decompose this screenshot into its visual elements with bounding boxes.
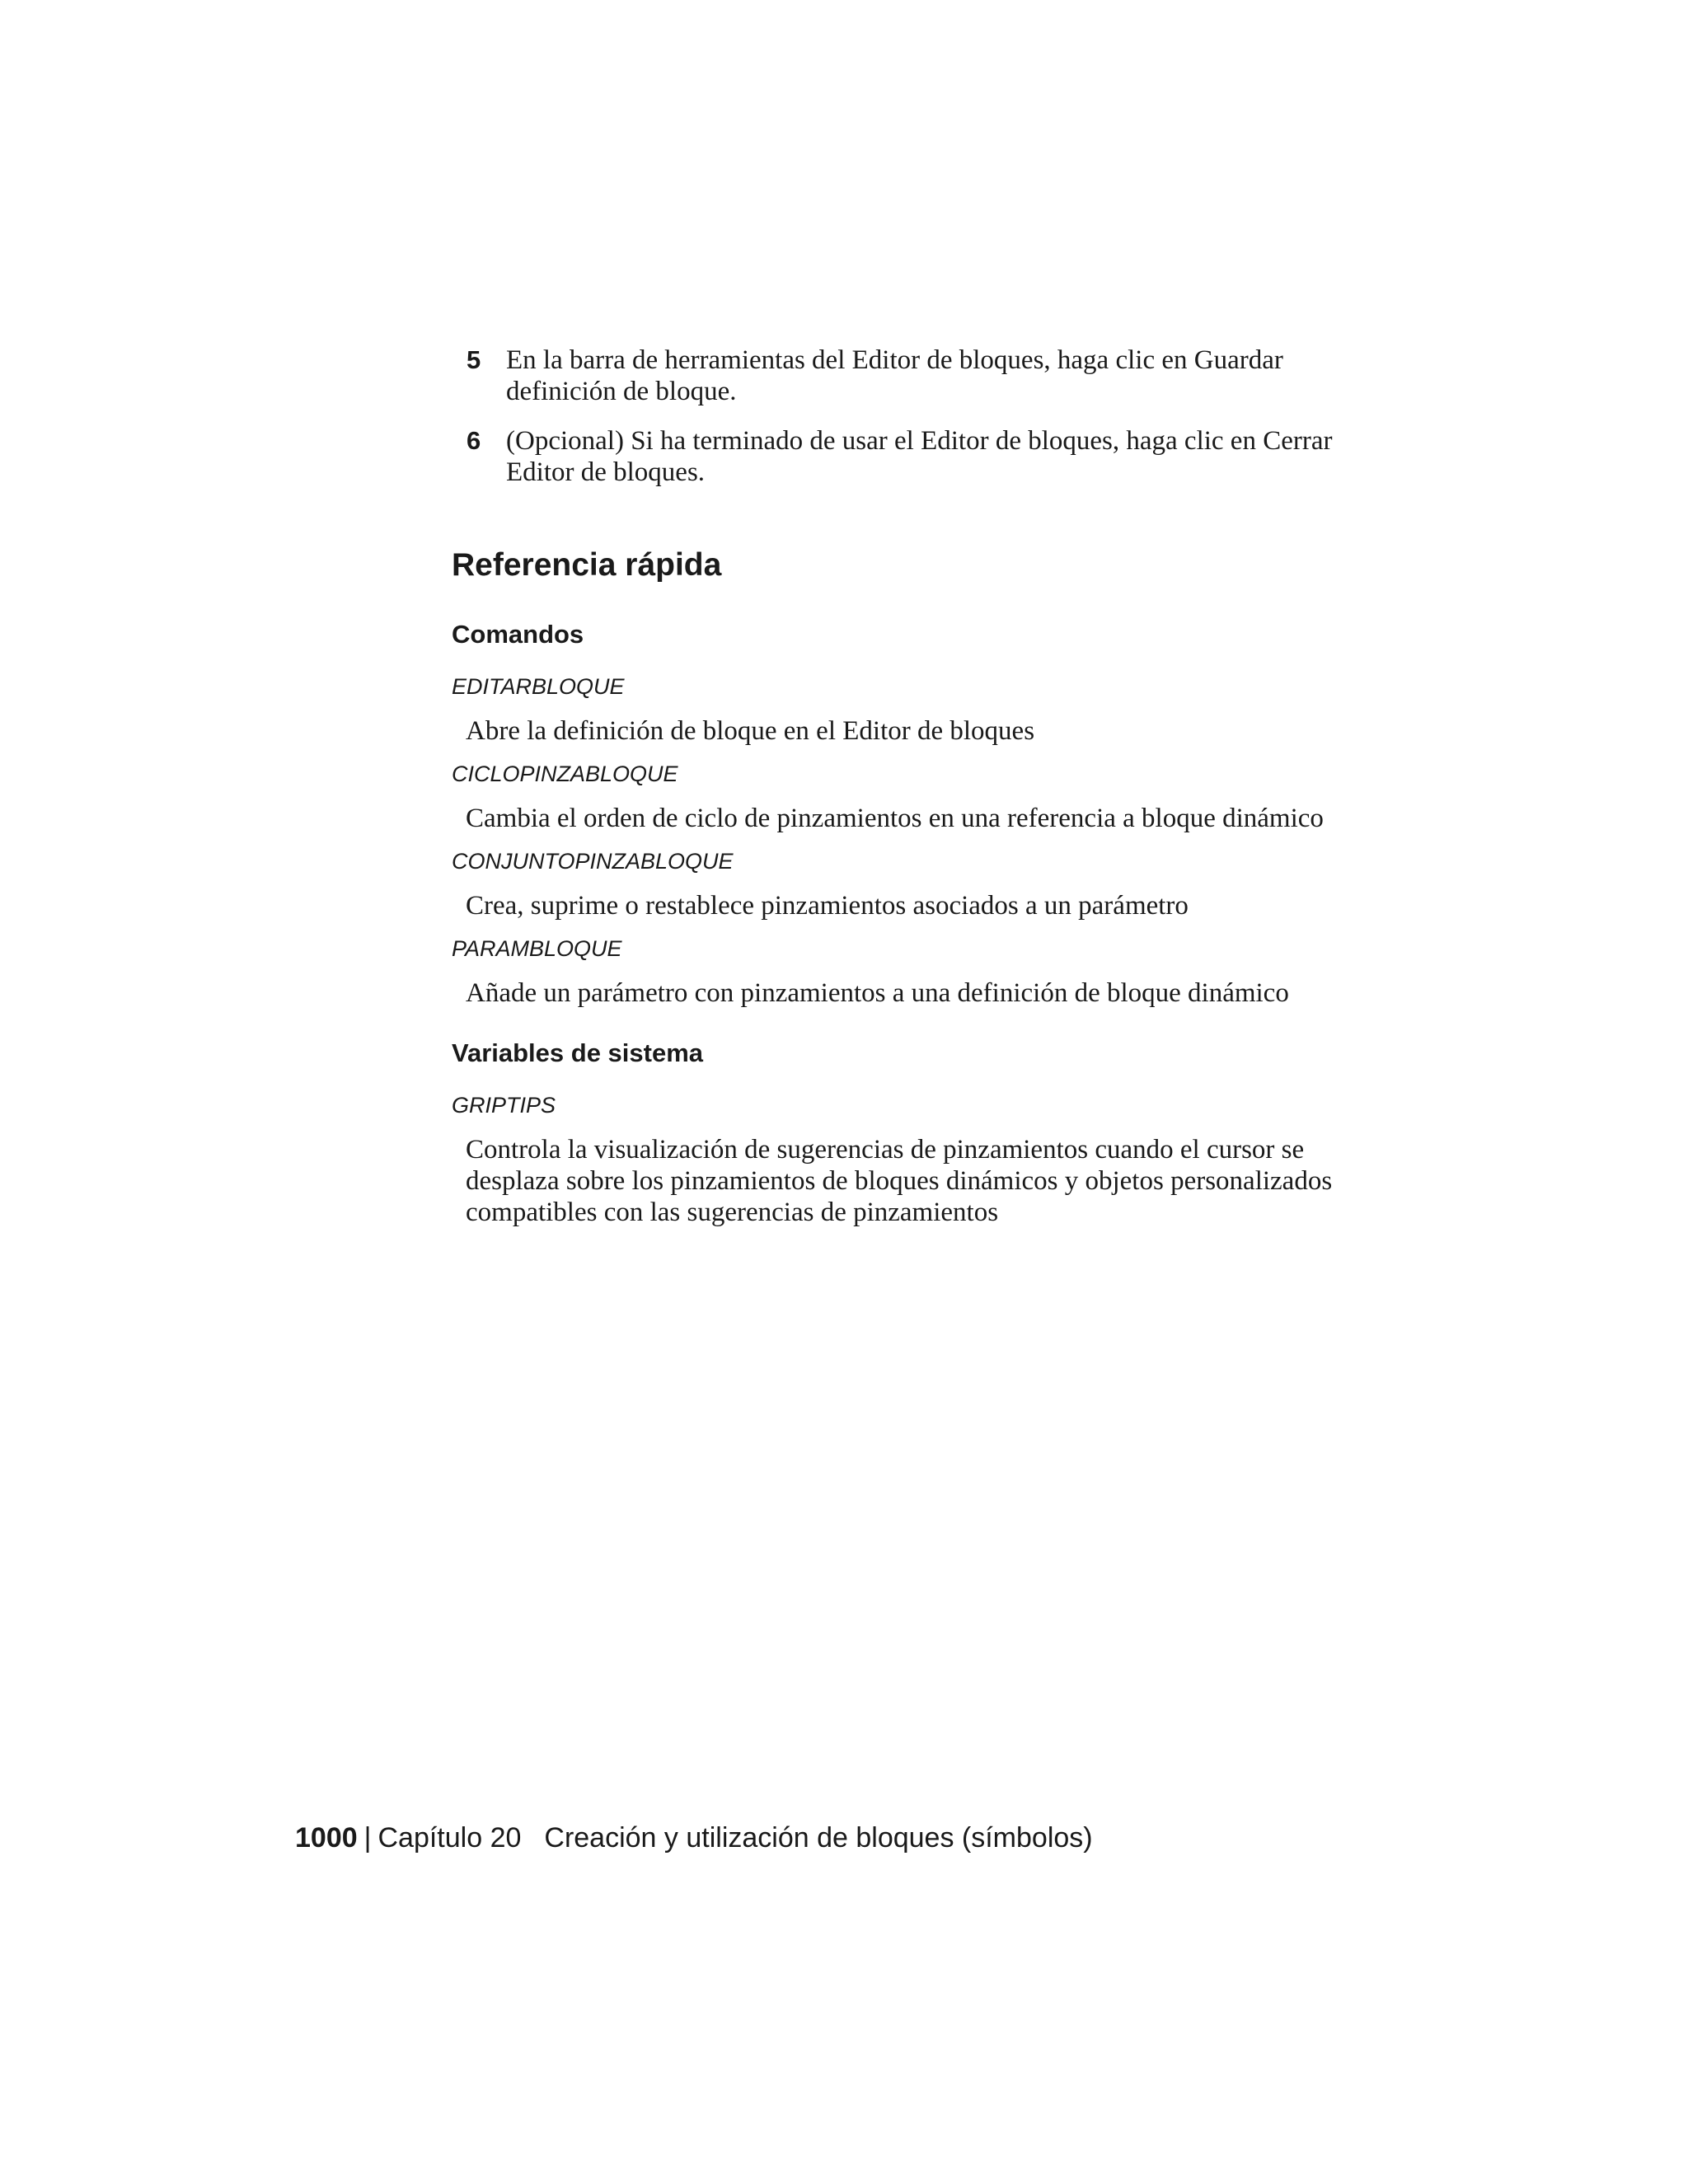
command-name: CONJUNTOPINZABLOQUE [452,849,734,874]
footer-separator: | [363,1822,372,1854]
page-number: 1000 [295,1822,358,1854]
sysvar-entry [452,1091,1367,1228]
command-description: Abre la definición de bloque en el Editor de bloques [466,716,1035,746]
step-6 [467,425,1365,488]
step-number: 6 [467,426,481,455]
command-description: Cambia el orden de ciclo de pinzamientos en una referencia a bloque dinámico [466,804,1324,833]
procedure-steps [467,344,1365,506]
step-text: En la barra de herramientas del Editor de bloques, haga clic en Guardar definición de bloque. [506,345,1283,406]
step-number: 5 [467,345,481,374]
command-name: PARAMBLOQUE [452,936,622,961]
system-variables-heading: Variables de sistema [452,1038,704,1067]
chapter-label: Capítulo 20 [377,1822,522,1854]
chapter-title: Creación y utilización de bloques (símbolos) [544,1822,1093,1854]
command-entry [452,760,1367,834]
command-name: EDITARBLOQUE [452,674,625,699]
commands-heading: Comandos [452,620,584,649]
command-entry [452,935,1367,1009]
command-name: CICLOPINZABLOQUE [452,762,678,786]
page-footer [295,1820,1093,1856]
command-entry [452,847,1367,921]
quick-reference-title: Referencia rápida [452,547,722,583]
sysvar-description: Controla la visualización de sugerencias de pinzamientos cuando el cursor se desplaza sobre los pinzamientos de bloques dinámicos y objetos personalizados compatibles con las sugerencias de pinzamientos [466,1135,1333,1227]
quick-reference-section [452,546,1367,1241]
section-spacer [452,1022,1367,1037]
command-description: Añade un parámetro con pinzamientos a una definición de bloque dinámico [466,978,1289,1008]
command-entry [452,673,1367,747]
step-text: (Opcional) Si ha terminado de usar el Editor de bloques, haga clic en Cerrar Editor de bloques. [506,426,1333,487]
sysvar-name: GRIPTIPS [452,1093,556,1118]
step-5 [467,344,1365,407]
command-description: Crea, suprime o restablece pinzamientos asociados a un parámetro [466,891,1189,921]
